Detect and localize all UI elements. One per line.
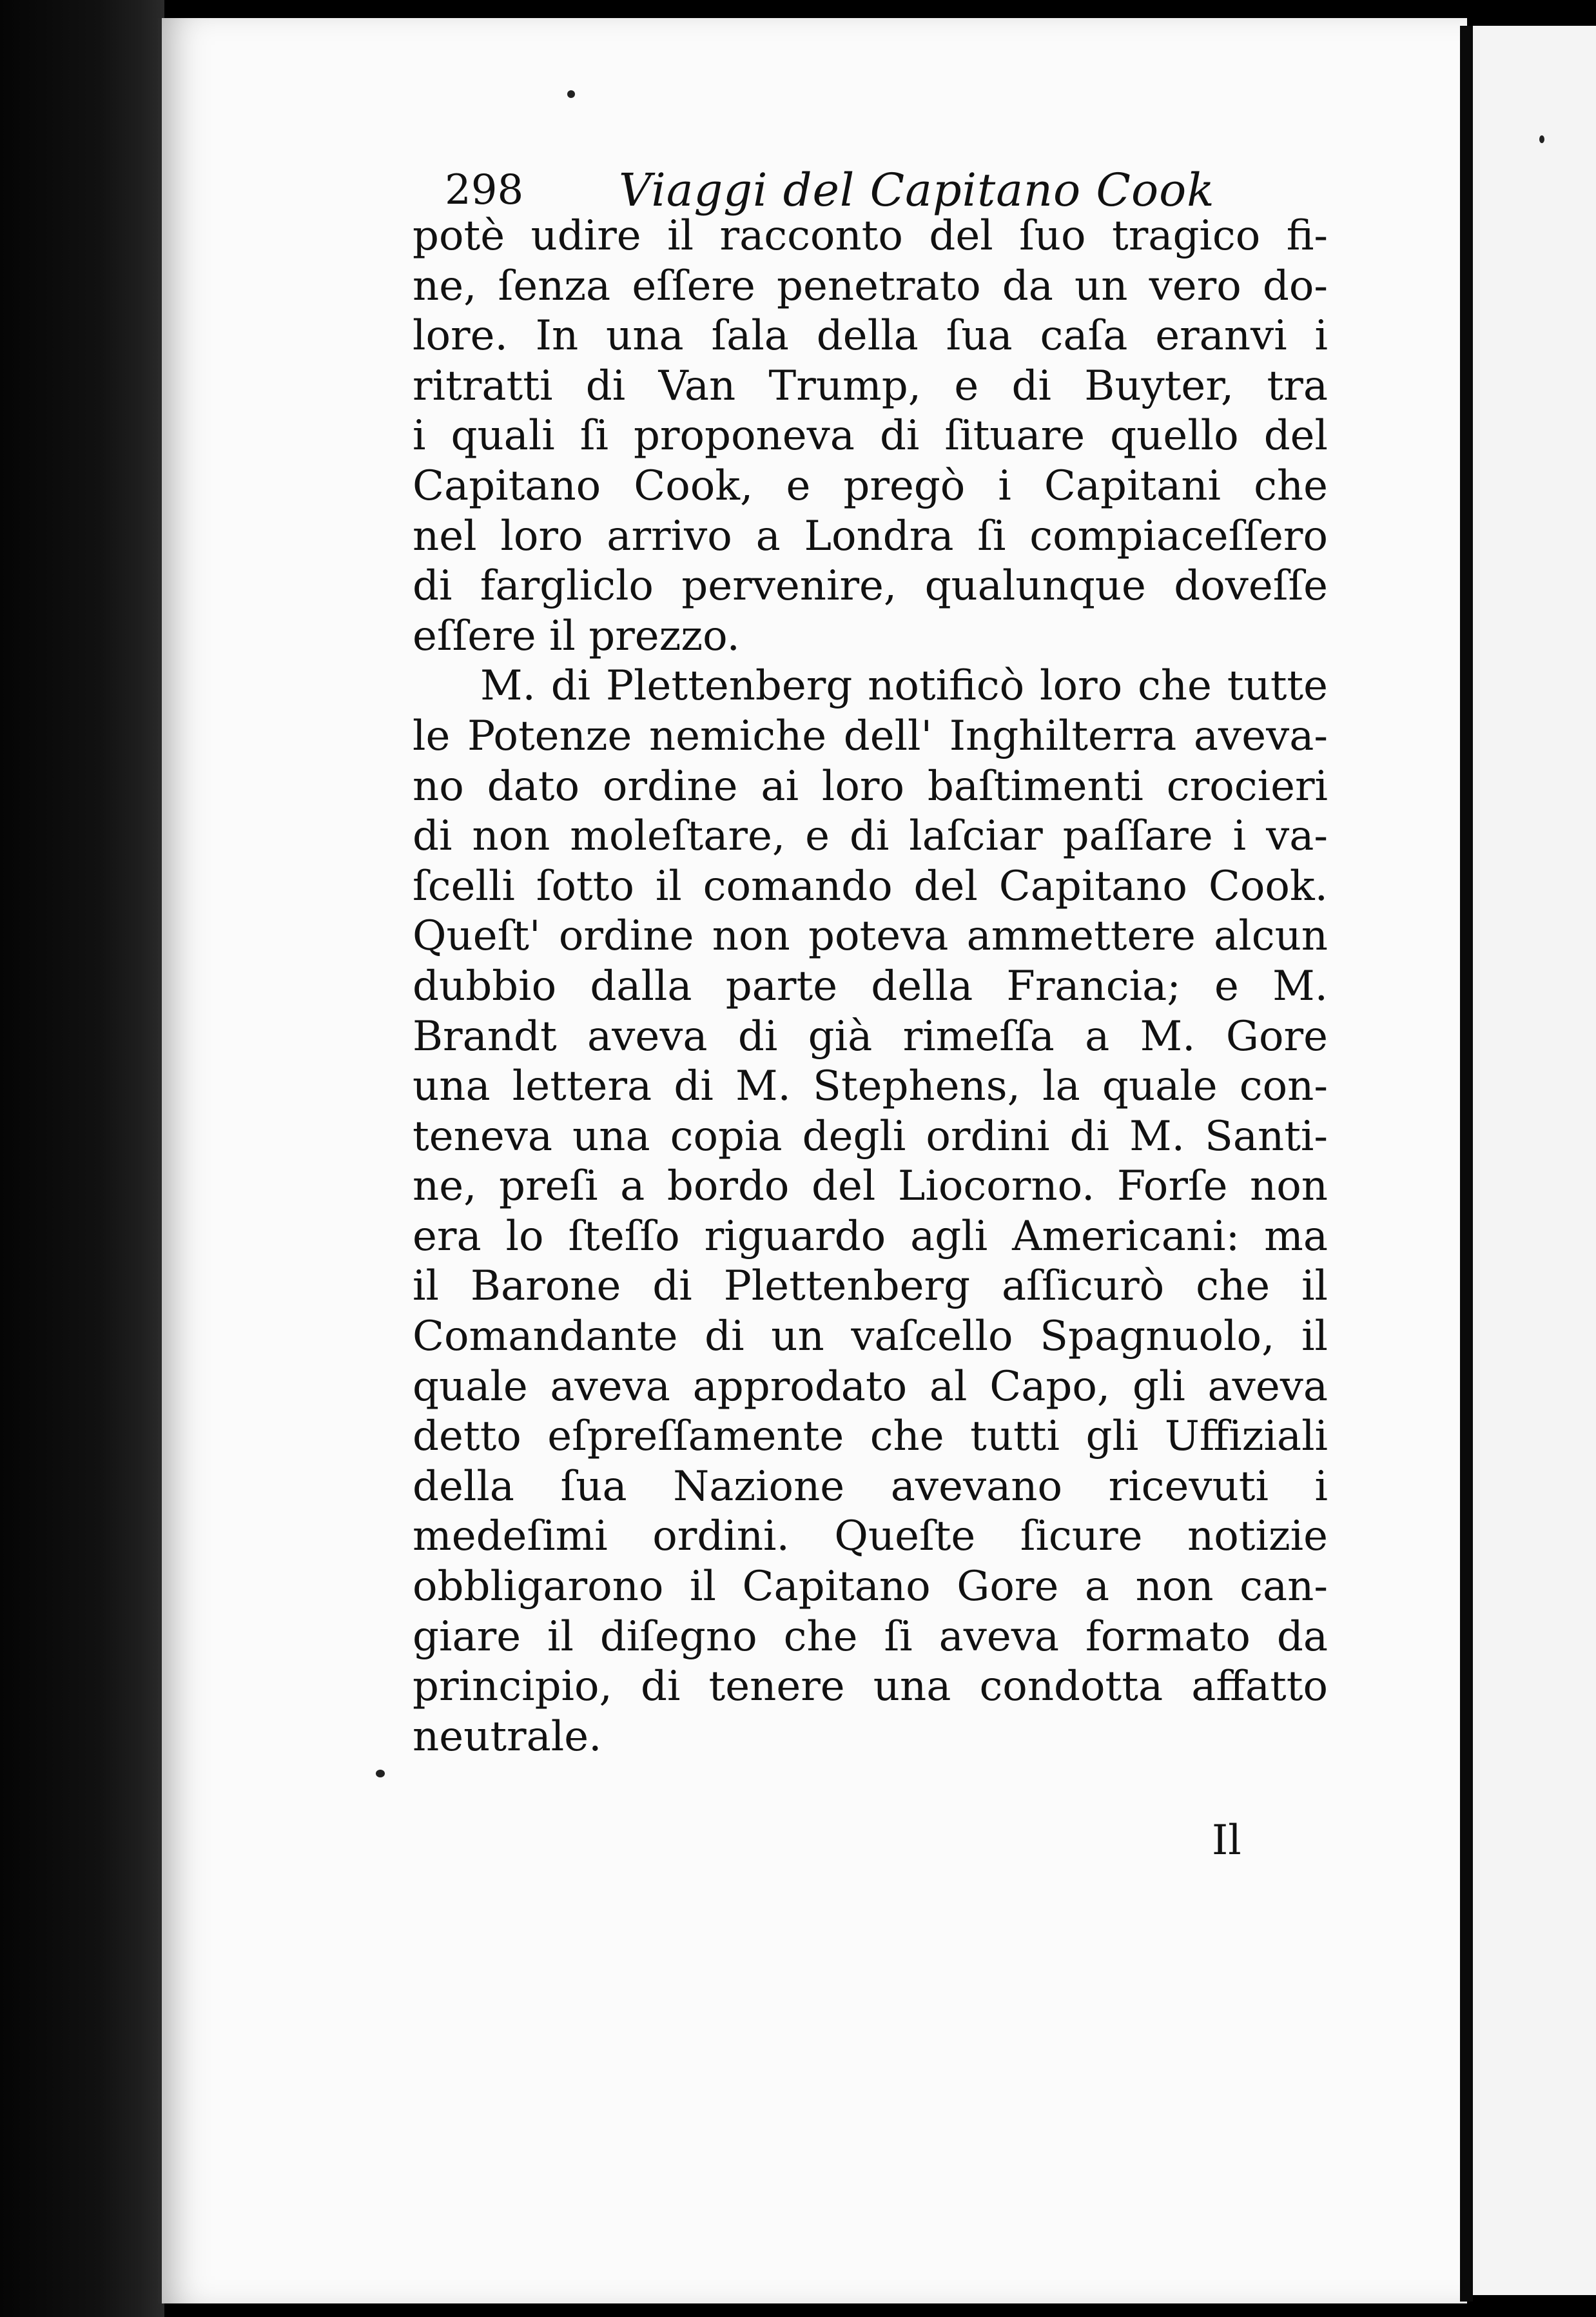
text-line: Brandt aveva di già rimeſſa a M. Gore bbox=[413, 1012, 1328, 1061]
text-line: di non moleſtare, e di laſciar paſſare i va- bbox=[413, 812, 1328, 861]
catchword: Il bbox=[1212, 1817, 1241, 1864]
ink-spot bbox=[376, 1770, 385, 1777]
text-line: teneva una copia degli ordini di M. Santi- bbox=[413, 1112, 1328, 1160]
text-line: nel loro arrivo a Londra ſi compiaceſſero bbox=[413, 512, 1328, 560]
text-line: lore. In una ſala della ſua caſa eranvi i bbox=[413, 312, 1328, 360]
text-line: detto eſpreſſamente che tutti gli Uffiziali bbox=[413, 1413, 1328, 1461]
text-line: ne, ſenza eſſere penetrato da un vero do- bbox=[413, 262, 1328, 310]
text-line: Queſt' ordine non poteva ammettere alcun bbox=[413, 912, 1328, 961]
page-number: 298 bbox=[445, 166, 524, 214]
text-line: M. di Plettenberg notificò loro che tutte bbox=[480, 662, 1328, 710]
text-line: potè udire il racconto del ſuo tragico fi- bbox=[413, 212, 1328, 260]
text-line: i quali ſi proponeva di ſituare quello del bbox=[413, 412, 1328, 460]
text-line: Capitano Cook, e pregò i Capitani che bbox=[413, 462, 1328, 510]
text-line: della ſua Nazione avevano ricevuti i bbox=[413, 1462, 1328, 1510]
running-title: Viaggi del Capitano Cook bbox=[619, 164, 1215, 217]
text-line: una lettera di M. Stephens, la quale con- bbox=[413, 1062, 1328, 1111]
text-line: ne, preſi a bordo del Liocorno. Forſe non bbox=[413, 1162, 1328, 1211]
facing-page-edge bbox=[1473, 26, 1596, 2295]
text-line: di fargliclo pervenire, qualunque doveſſe bbox=[413, 562, 1328, 611]
ink-spot bbox=[1539, 135, 1544, 143]
ink-spot bbox=[567, 90, 575, 98]
text-line: medeſimi ordini. Queſte ſicure notizie bbox=[413, 1512, 1328, 1561]
text-line: giare il diſegno che ſi aveva formato da bbox=[413, 1612, 1328, 1661]
text-line: principio, di tenere una condotta affatto bbox=[413, 1663, 1328, 1711]
text-line: era lo ſteſſo riguardo agli Americani: ma bbox=[413, 1212, 1328, 1260]
text-line: dubbio dalla parte della Francia; e M. bbox=[413, 962, 1328, 1010]
text-line: ritratti di Van Trump, e di Buyter, tra bbox=[413, 362, 1328, 410]
book-spine bbox=[0, 0, 164, 2317]
text-line: no dato ordine ai loro baſtimenti crocieri bbox=[413, 762, 1328, 810]
text-line: ſcelli ſotto il comando del Capitano Cook. bbox=[413, 862, 1328, 910]
text-line: Comandante di un vaſcello Spagnuolo, il bbox=[413, 1313, 1328, 1361]
text-line: neutrale. bbox=[413, 1712, 602, 1761]
text-line: quale aveva approdato al Capo, gli aveva bbox=[413, 1362, 1328, 1411]
text-line: le Potenze nemiche dell' Inghilterra aveva- bbox=[413, 712, 1328, 760]
body-text bbox=[413, 211, 1328, 1762]
page-gutter bbox=[1460, 26, 1473, 2302]
text-line: eſſere il prezzo. bbox=[413, 612, 740, 660]
text-line: il Barone di Plettenberg aſſicurò che il bbox=[413, 1262, 1328, 1311]
text-line: obbligarono il Capitano Gore a non can- bbox=[413, 1563, 1328, 1611]
